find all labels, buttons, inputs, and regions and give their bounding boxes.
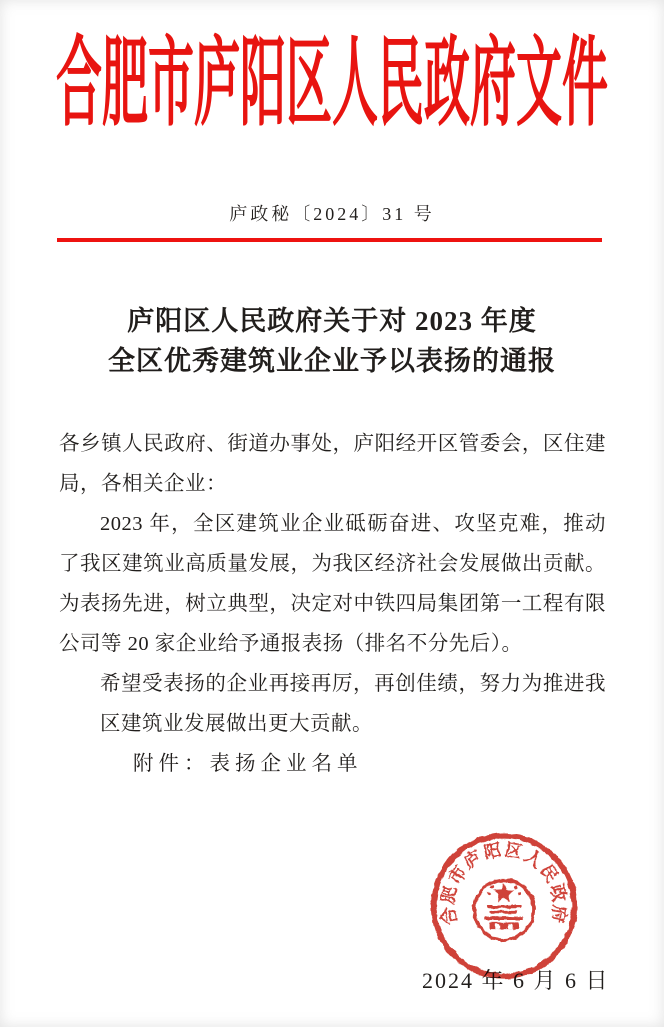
- document-title-line-1: 庐阳区人民政府关于对 2023 年度: [127, 306, 537, 336]
- seal-arc-text: 合肥市庐阳区人民政府: [438, 840, 570, 927]
- document-title-line-2: 全区优秀建筑业企业予以表扬的通报: [108, 346, 556, 376]
- salutation: 各乡镇人民政府、街道办事处，庐阳经开区管委会，区住建局，各相关企业：: [59, 433, 606, 495]
- official-seal-stamp: [427, 829, 581, 983]
- red-header-title: 合肥市庐阳区人民政府文件: [56, 29, 608, 138]
- attachment-note: 附件：表扬企业名单: [133, 753, 363, 775]
- paragraph-1: 2023 年，全区建筑业企业砥砺奋进、攻坚克难，推动了我区建筑业高质量发展，为我区经济社会发展做出贡献。为表扬先进，树立典型，决定对中铁四局集团第一工程有限公司等 20 家企业给予通报表扬（排名不分先后）。: [59, 513, 606, 655]
- paragraph-2: 希望受表扬的企业再接再厉，再创佳绩，努力为推进我区建筑业发展做出更大贡献。: [100, 673, 606, 735]
- document-number: 庐政秘〔2024〕31 号: [229, 204, 435, 224]
- issue-date: 2024 年 6 月 6 日: [422, 968, 610, 993]
- document-body: [59, 424, 606, 784]
- red-separator-line: [57, 238, 602, 242]
- national-emblem-icon: [474, 880, 534, 940]
- document-title: [0, 301, 664, 381]
